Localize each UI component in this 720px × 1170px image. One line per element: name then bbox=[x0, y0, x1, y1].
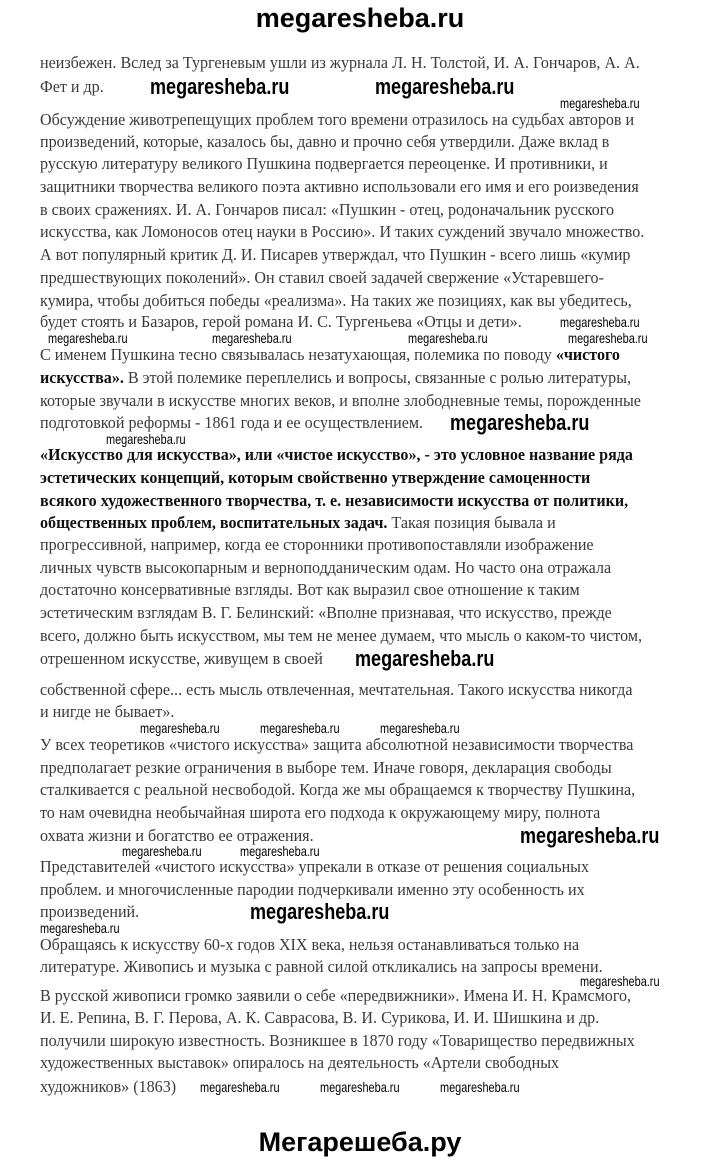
text-segment: получили широкую известность. Возникшее в 1870 году «Товарищество передвижных bbox=[40, 1031, 635, 1050]
watermark-text: megaresheba.ru bbox=[580, 973, 660, 989]
bold-text: «чистого bbox=[555, 345, 620, 364]
text-line bbox=[40, 988, 631, 1004]
text-segment: эстетическим взглядам В. Г. Белинский: «Вполне признавая, что искусство, прежде bbox=[40, 603, 612, 622]
text-segment: В русской живописи громко заявили о себе «передвижники». Имена И. Н. Крамсмого, bbox=[40, 986, 632, 1005]
watermark-text: megaresheba.ru bbox=[355, 646, 495, 671]
text-segment: в своих сражениях. И. А. Гончаров писал: «Пушкин - отец, родоначальник русского bbox=[40, 200, 615, 219]
text-line bbox=[40, 202, 614, 218]
watermark-text: megaresheba.ru bbox=[320, 1079, 400, 1095]
text-segment: И. Е. Репина, В. Г. Перова, А. К. Саврасова, В. И. Сурикова, И. И. Шишкина и др. bbox=[40, 1008, 600, 1027]
text-line bbox=[40, 682, 632, 698]
watermark-text: megaresheba.ru bbox=[375, 74, 515, 99]
text-segment: личных чувств высокопарным и верноподданическим одам. Но часто она отражала bbox=[40, 558, 612, 577]
text-line bbox=[40, 760, 612, 776]
text-segment: Обращаясь к искусству 60-х годов XIX века, нельзя останавливаться только на bbox=[40, 935, 580, 954]
text-segment: русскую литературу великого Пушкина подвергается переоценке. И противники, и bbox=[40, 154, 608, 173]
text-segment: предшествующих поколений». Он ставил своей задачей свержение «Устаревшего- bbox=[40, 268, 604, 287]
text-segment: и нигде не бывает». bbox=[40, 702, 175, 721]
text-line bbox=[40, 347, 620, 363]
text-line bbox=[40, 859, 589, 875]
text-line bbox=[40, 628, 642, 644]
text-line bbox=[40, 156, 608, 172]
text-segment: подготовкой реформы - 1861 года и ее осуществлением. bbox=[40, 413, 424, 432]
watermark-text: megaresheba.ru bbox=[150, 74, 290, 99]
text-line bbox=[40, 112, 634, 128]
text-line bbox=[40, 314, 522, 330]
bold-text: всякого художественного творчества, т. е. независимости искусства от политики, bbox=[40, 491, 629, 510]
text-line bbox=[40, 470, 590, 486]
text-line bbox=[40, 55, 640, 71]
watermark-text: megaresheba.ru bbox=[250, 899, 390, 924]
text-segment: охвата жизни и богатство ее отражения. bbox=[40, 826, 314, 845]
text-segment: художественных выставок» опиралось на деятельность «Артели свободных bbox=[40, 1053, 560, 1072]
text-segment: Обсуждение животрепещущих проблем того времени отразилось на судьбах авторов и bbox=[40, 110, 635, 129]
text-line bbox=[40, 370, 631, 386]
text-segment: художников» (1863) bbox=[40, 1077, 177, 1096]
text-line bbox=[40, 293, 632, 309]
watermark-text: megaresheba.ru bbox=[140, 720, 220, 736]
text-segment: В этой полемике переплелись и вопросы, связанные с ролью литературы, bbox=[123, 368, 632, 387]
text-line bbox=[40, 447, 633, 463]
text-line bbox=[40, 1079, 176, 1095]
watermark-text: megaresheba.ru bbox=[122, 843, 202, 859]
watermark-text: megaresheba.ru bbox=[408, 330, 488, 346]
bold-text: эстетических концепций, которым свойственно утверждение самоценности bbox=[40, 468, 591, 487]
text-line bbox=[40, 737, 633, 753]
text-line bbox=[40, 704, 174, 720]
text-line bbox=[40, 828, 314, 844]
text-segment: достаточно консервативные взгляды. Вот как выразил свое отношение к таким bbox=[40, 580, 580, 599]
text-segment: защитники творчества великого поэта активно использовали его имя и его роизведения bbox=[40, 177, 639, 196]
watermark-text: megaresheba.ru bbox=[40, 920, 120, 936]
text-segment: которые звучали в искусстве многих веков, и вполне злободневные темы, порожденные bbox=[40, 391, 641, 410]
text-line bbox=[40, 560, 611, 576]
bold-text: искусства». bbox=[40, 368, 124, 387]
text-line bbox=[40, 224, 644, 240]
text-segment: С именем Пушкина тесно связывалась незатухающая, полемика по поводу bbox=[40, 345, 556, 364]
text-segment: кумира, чтобы добиться победы «реализма». На таких же позициях, как вы убедитесь, bbox=[40, 291, 632, 310]
text-segment: проблем. и многочисленные пародии подчеркивали именно эту особенность их bbox=[40, 880, 585, 899]
text-segment: А вот популярный критик Д. И. Писарев утверждал, что Пушкин - всего лишь «кумир bbox=[40, 245, 631, 264]
text-segment: всего, должно быть искусством, мы тем не менее думаем, что мысль о каком-то чистом, bbox=[40, 626, 643, 645]
text-line bbox=[40, 415, 423, 431]
text-line bbox=[40, 134, 609, 150]
text-line bbox=[40, 247, 630, 263]
text-segment: то нам очевидна необычайная широта его подхода к окружающему миру, полнота bbox=[40, 803, 601, 822]
text-line bbox=[40, 605, 612, 621]
watermark-text: megaresheba.ru bbox=[212, 330, 292, 346]
text-segment: Представителей «чистого искусства» упрекали в отказе от решения социальных bbox=[40, 857, 590, 876]
watermark-text: megaresheba.ru bbox=[560, 314, 640, 330]
text-segment: прогрессивной, например, когда ее сторонники противопоставляли изображение bbox=[40, 535, 594, 554]
text-line bbox=[40, 1010, 599, 1026]
text-segment: Такая позиция бывала и bbox=[387, 513, 556, 532]
watermark-text: megaresheba.ru bbox=[240, 843, 320, 859]
text-line bbox=[40, 959, 603, 975]
text-line bbox=[40, 582, 580, 598]
text-line bbox=[40, 393, 641, 409]
watermark-text: megaresheba.ru bbox=[520, 823, 660, 848]
text-line bbox=[40, 270, 604, 286]
text-line bbox=[40, 1055, 559, 1071]
text-line bbox=[40, 651, 323, 667]
text-line bbox=[40, 782, 635, 798]
watermark-text: megaresheba.ru bbox=[440, 1079, 520, 1095]
text-line bbox=[40, 515, 556, 531]
watermark-text: megaresheba.ru bbox=[560, 95, 640, 111]
text-segment: Фет и др. bbox=[40, 77, 104, 96]
watermark-text: megaresheba.ru bbox=[200, 1079, 280, 1095]
watermark-text: megaresheba.ru bbox=[568, 330, 648, 346]
text-segment: литературе. Живопись и музыка с равной силой откликались на запросы времени. bbox=[40, 957, 603, 976]
text-segment: предполагает резкие ограничения в выборе тем. Иначе говоря, декларация свободы bbox=[40, 758, 612, 777]
text-segment: сталкивается с реальной несвободой. Когда же мы обращаемся к творчеству Пушкина, bbox=[40, 780, 636, 799]
text-line bbox=[40, 882, 585, 898]
text-line bbox=[40, 1033, 635, 1049]
watermark-text: megaresheba.ru bbox=[380, 720, 460, 736]
text-segment: У всех теоретиков «чистого искусства» защита абсолютной независимости творчества bbox=[40, 735, 634, 754]
watermark-text: megaresheba.ru bbox=[450, 410, 590, 435]
text-segment: произведений, которые, казалось бы, давно и прочно себя утвердили. Даже вклад в bbox=[40, 132, 610, 151]
bold-text: «Искусство для искусства», или «чистое искусство», - это условное название ряда bbox=[40, 445, 633, 464]
text-line bbox=[40, 493, 628, 509]
bold-text: общественных проблем, воспитательных задач. bbox=[40, 513, 388, 532]
text-segment: искусства, как Ломоносов отец науки в Россию». И таких суждений звучало множество. bbox=[40, 222, 645, 241]
text-segment: произведений. bbox=[40, 902, 140, 921]
header-site-title: megaresheba.ru bbox=[255, 3, 465, 33]
text-line bbox=[40, 805, 600, 821]
text-segment: будет стоять и Базаров, герой романа И. С. Тургеньева «Отцы и дети». bbox=[40, 312, 522, 331]
text-line bbox=[40, 937, 579, 953]
text-line bbox=[40, 79, 104, 95]
text-line bbox=[40, 537, 594, 553]
text-segment: неизбежен. Вслед за Тургеневым ушли из журнала Л. Н. Толстой, И. А. Гончаров, А. А. bbox=[40, 53, 640, 72]
text-line bbox=[40, 179, 639, 195]
watermark-text: megaresheba.ru bbox=[106, 431, 186, 447]
footer-site-title: Мегарешеба.ру bbox=[258, 1127, 462, 1157]
text-segment: собственной сфере... есть мысль отвлеченная, мечтательная. Такого искусства никогда bbox=[40, 680, 633, 699]
text-segment: отрешенном искусстве, живущем в своей bbox=[40, 649, 323, 668]
text-line bbox=[40, 904, 139, 920]
watermark-text: megaresheba.ru bbox=[48, 330, 128, 346]
watermark-text: megaresheba.ru bbox=[260, 720, 340, 736]
